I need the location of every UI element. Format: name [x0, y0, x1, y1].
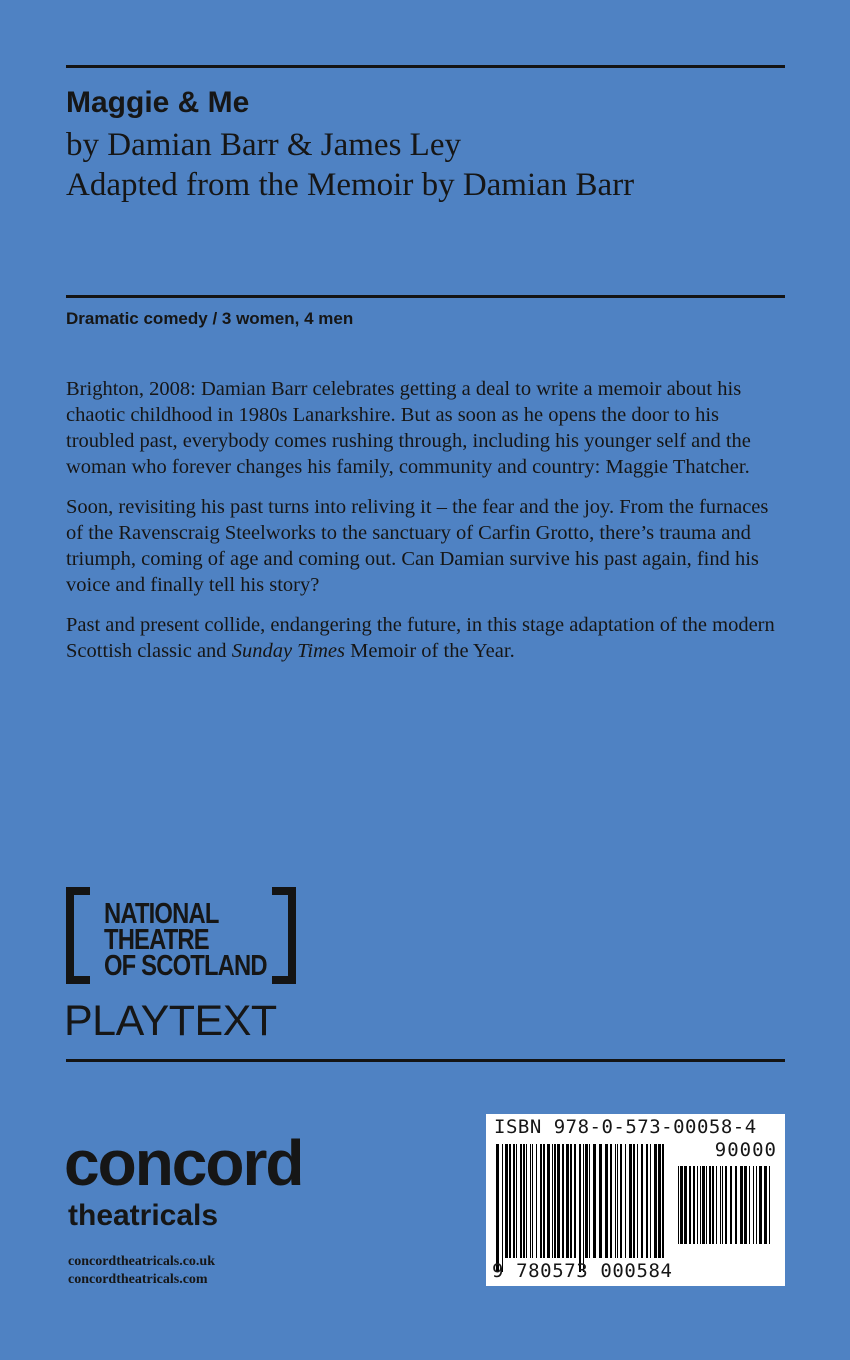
barcode-bar [684, 1166, 687, 1244]
barcode-bar [496, 1144, 499, 1272]
barcode-bar [570, 1144, 572, 1258]
blurb-paragraph-3 [66, 612, 788, 664]
barcode-bar [749, 1166, 750, 1244]
barcode-bar [593, 1144, 596, 1258]
barcode-bar [620, 1144, 622, 1258]
barcode-bar [505, 1144, 508, 1258]
barcode-bar [756, 1166, 757, 1244]
top-rule [66, 65, 785, 68]
barcode-bar [526, 1144, 527, 1258]
logo-line-of-scotland: OF SCOTLAND [104, 950, 267, 982]
barcode-bar [744, 1166, 747, 1244]
barcode-bar [706, 1166, 707, 1244]
blurb [66, 376, 788, 678]
barcode-bar [712, 1166, 714, 1244]
barcode-bar [646, 1144, 648, 1258]
barcode-bar [610, 1144, 612, 1258]
barcode-bar [509, 1144, 511, 1258]
barcode-bar [523, 1144, 525, 1258]
barcode-bar [680, 1166, 683, 1244]
publisher-logo-concord: concord [64, 1127, 303, 1199]
barcode-bar [650, 1144, 651, 1258]
barcode-bar [678, 1166, 679, 1244]
barcode-bar [689, 1166, 691, 1244]
barcode-bar [615, 1144, 616, 1258]
barcode-bar [700, 1166, 701, 1244]
blurb-p3-text: Past and present collide, endangering the future, in this stage adaptation of the modern Scottish classic and [66, 614, 775, 662]
barcode-bar [764, 1166, 767, 1244]
barcode-bar [566, 1144, 569, 1258]
barcode [486, 1114, 785, 1286]
barcode-bar [753, 1166, 754, 1244]
section-rule [66, 295, 785, 298]
barcode-bar [605, 1144, 608, 1258]
barcode-bar [722, 1166, 723, 1244]
barcode-bar [625, 1144, 626, 1258]
logo-line-theatre: THEATRE [104, 924, 209, 956]
barcode-bar [633, 1144, 635, 1258]
barcode-bar [658, 1144, 661, 1258]
barcode-bar [716, 1166, 717, 1244]
barcode-bar [574, 1144, 576, 1258]
barcode-addon-code: 90000 [714, 1139, 777, 1161]
publisher-logo-theatricals: theatricals [68, 1199, 219, 1232]
barcode-addon-bars [678, 1166, 774, 1258]
publisher-url-uk[interactable]: concordtheatricals.co.uk [68, 1254, 215, 1269]
blurb-p3-italic: Sunday Times [231, 640, 346, 662]
barcode-bar [583, 1144, 584, 1272]
authors-byline: by Damian Barr & James Ley [66, 127, 461, 163]
barcode-bar [725, 1166, 727, 1244]
barcode-bar [536, 1144, 537, 1258]
barcode-bar [629, 1144, 632, 1258]
barcode-bar [547, 1144, 550, 1258]
barcode-main-bars [496, 1144, 668, 1272]
barcode-bar [516, 1144, 517, 1258]
book-title: Maggie & Me [66, 86, 250, 119]
barcode-bar [637, 1144, 638, 1258]
publisher-url-com[interactable]: concordtheatricals.com [68, 1272, 208, 1287]
blurb-paragraph-1: Brighton, 2008: Damian Barr celebrates getting a deal to write a memoir about his chaotic childhood in 1980s Lanarkshire. But as soon as he opens the door to his troubled past, everybody comes rushing through, including his younger self and the woman who forever changes his family, community and country: Maggie Thatcher. [66, 378, 751, 478]
barcode-bar [693, 1166, 695, 1244]
isbn-label: ISBN 978-0-573-00058-4 [494, 1116, 757, 1138]
barcode-bar [730, 1166, 732, 1244]
logo-right-bracket [272, 887, 296, 984]
genre-cast-line: Dramatic comedy / 3 women, 4 men [66, 309, 354, 328]
logo-line-national: NATIONAL [104, 898, 219, 930]
barcode-bar [641, 1144, 643, 1258]
barcode-bar [520, 1144, 522, 1258]
barcode-bar [599, 1144, 602, 1258]
blurb-paragraph-2: Soon, revisiting his past turns into reliving it – the fear and the joy. From the furnaces of the Ravenscraig Steelworks to the sanctuary of Carfin Grotto, there’s trauma and triumph, coming of age and coming out. Can Damian survive his past again, find his voice and finally tell his story? [66, 496, 769, 596]
barcode-bar [543, 1144, 545, 1258]
barcode-bar [735, 1166, 737, 1244]
barcode-bar [530, 1144, 531, 1258]
logo-left-bracket [66, 887, 90, 984]
barcode-bar [557, 1144, 560, 1258]
barcode-bar [513, 1144, 515, 1258]
barcode-bar [554, 1144, 556, 1258]
barcode-bar [585, 1144, 588, 1258]
barcode-bar [769, 1166, 770, 1244]
barcode-bar [759, 1166, 762, 1244]
playtext-label: PLAYTEXT [64, 997, 277, 1045]
barcode-bar [654, 1144, 657, 1258]
barcode-bar [662, 1144, 664, 1258]
barcode-bar [540, 1144, 542, 1258]
barcode-bar [720, 1166, 721, 1244]
barcode-bar [562, 1144, 564, 1258]
barcode-bar [532, 1144, 533, 1258]
barcode-bar [709, 1166, 711, 1244]
barcode-bar [697, 1166, 698, 1244]
blurb-p3-end: Memoir of the Year. [345, 640, 515, 662]
barcode-bar [579, 1144, 581, 1272]
ean-digits: 9 780573 000584 [492, 1260, 673, 1282]
footer-rule [66, 1059, 785, 1062]
barcode-bar [617, 1144, 618, 1258]
barcode-bar [702, 1166, 705, 1244]
barcode-bar [552, 1144, 553, 1258]
barcode-bar [589, 1144, 590, 1258]
adaptation-credit: Adapted from the Memoir by Damian Barr [66, 167, 635, 203]
barcode-bar [502, 1144, 503, 1272]
barcode-bar [740, 1166, 743, 1244]
